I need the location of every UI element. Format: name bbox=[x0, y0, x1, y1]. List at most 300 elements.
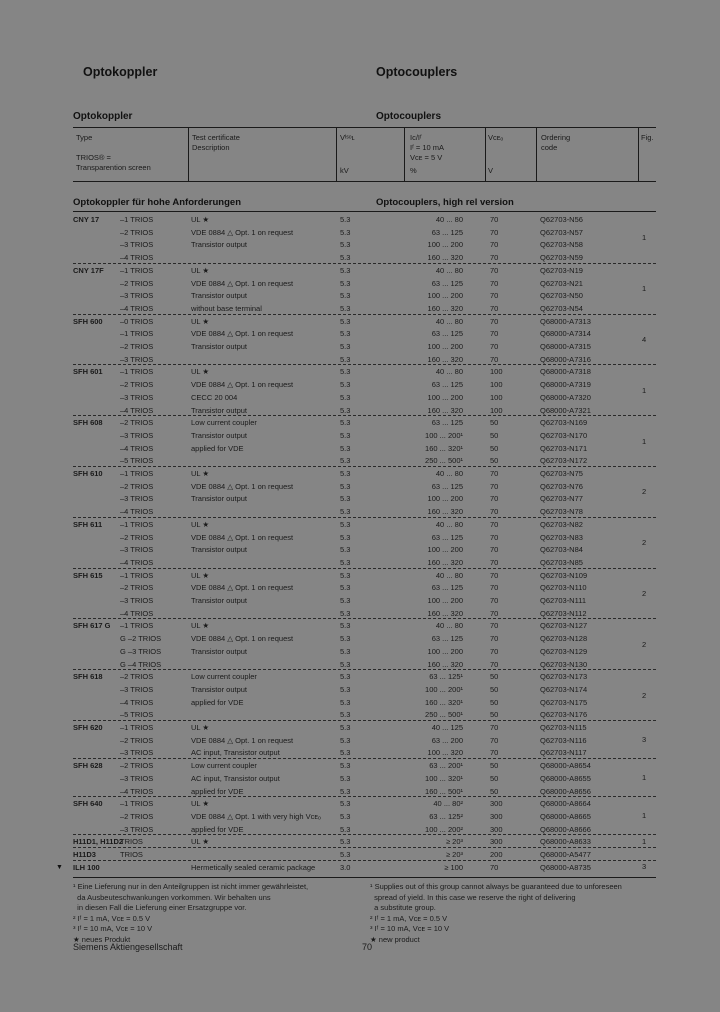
ctr-range: 250 ... 500¹ bbox=[425, 456, 463, 466]
description: UL ★ bbox=[191, 723, 210, 732]
variant: –2 TRIOS bbox=[120, 583, 154, 593]
variant: –0 TRIOS bbox=[120, 316, 154, 326]
ordering-code: Q62703-N172 bbox=[540, 456, 588, 466]
variant: –3 TRIOS bbox=[120, 596, 154, 605]
ordering-code: Q68000-A7314 bbox=[540, 329, 591, 339]
ordering-code: Q62703-N170 bbox=[540, 430, 588, 440]
device-name: H11D1, H11D2 bbox=[73, 837, 124, 847]
isolation-voltage: 5.3 bbox=[340, 583, 351, 593]
figure-reference: 2 bbox=[642, 538, 647, 548]
table-row bbox=[0, 519, 720, 531]
description: VDE 0884 △ Opt. 1 on request bbox=[191, 634, 294, 644]
vceo-value: 70 bbox=[490, 862, 499, 872]
col-vce-unit: V bbox=[488, 166, 494, 175]
description: VDE 0884 △ Opt. 1 on request bbox=[191, 380, 294, 390]
isolation-voltage: 5.3 bbox=[340, 481, 351, 491]
group-separator bbox=[73, 796, 656, 797]
description: applied for VDE bbox=[191, 824, 244, 834]
description: Transistor output bbox=[191, 596, 247, 605]
table-row bbox=[0, 646, 720, 658]
ordering-code: Q68000-A5477 bbox=[540, 850, 591, 859]
vceo-value: 70 bbox=[490, 659, 499, 669]
table-row bbox=[0, 316, 720, 328]
ctr-range: 160 ... 320 bbox=[427, 507, 463, 517]
isolation-voltage: 5.3 bbox=[340, 761, 351, 771]
table-row bbox=[0, 544, 720, 556]
table-row bbox=[0, 760, 720, 772]
isolation-voltage: 5.3 bbox=[340, 278, 351, 288]
device-name: SFH 615 bbox=[73, 570, 103, 580]
vceo-value: 50 bbox=[490, 684, 499, 694]
ordering-code: Q68000-A7313 bbox=[540, 316, 591, 326]
table-row bbox=[0, 620, 720, 632]
variant: TRIOS bbox=[120, 837, 143, 847]
variant: –2 TRIOS bbox=[120, 811, 154, 821]
ordering-code: Q68000-A7321 bbox=[540, 405, 591, 415]
vceo-value: 70 bbox=[490, 215, 499, 224]
description: VDE 0884 △ Opt. 1 on request bbox=[191, 583, 294, 593]
vceo-value: 70 bbox=[490, 608, 499, 618]
ordering-code: Q62703-N174 bbox=[540, 684, 588, 694]
table-row bbox=[0, 773, 720, 785]
group-separator bbox=[73, 314, 656, 315]
footer-company: Siemens Aktiengesellschaft bbox=[73, 942, 183, 952]
ctr-range: 100 ... 200¹ bbox=[425, 430, 463, 440]
variant: –2 TRIOS bbox=[120, 735, 154, 745]
col-ctr-header: Iᴄ/Iᶠ Iᶠ = 10 mA Vᴄᴇ = 5 V bbox=[410, 133, 445, 162]
variant: –3 TRIOS bbox=[120, 773, 154, 783]
ctr-range: 160 ... 320¹ bbox=[425, 697, 463, 707]
isolation-voltage: 5.3 bbox=[340, 215, 351, 224]
group-separator bbox=[73, 669, 656, 670]
vceo-value: 70 bbox=[490, 316, 499, 326]
description: Low current coupler bbox=[191, 672, 257, 682]
description: UL ★ bbox=[191, 367, 210, 377]
device-name: CNY 17 bbox=[73, 215, 100, 224]
ordering-code: Q62703-N77 bbox=[540, 494, 583, 504]
isolation-voltage: 5.3 bbox=[340, 354, 351, 364]
variant: TRIOS bbox=[120, 850, 143, 859]
table-row bbox=[0, 430, 720, 442]
ordering-code: Q62703-N57 bbox=[540, 227, 583, 237]
ordering-code: Q68000-A7316 bbox=[540, 354, 591, 364]
header-bottom-rule bbox=[73, 181, 656, 182]
vceo-value: 70 bbox=[490, 469, 499, 478]
variant: –1 TRIOS bbox=[120, 215, 154, 224]
variant: –1 TRIOS bbox=[120, 621, 154, 631]
ordering-code: Q68000-A7315 bbox=[540, 342, 591, 351]
col-viso-unit: kV bbox=[340, 166, 349, 175]
isolation-voltage: 5.3 bbox=[340, 748, 351, 758]
variant: –1 TRIOS bbox=[120, 367, 154, 377]
ctr-range: 63 ... 200¹ bbox=[429, 761, 463, 771]
isolation-voltage: 5.3 bbox=[340, 545, 351, 555]
description: UL ★ bbox=[191, 469, 210, 478]
col-vce-header: Vᴄᴇₒ bbox=[488, 133, 504, 142]
vceo-value: 70 bbox=[490, 519, 499, 529]
table-bottom-rule bbox=[73, 877, 656, 878]
isolation-voltage: 5.3 bbox=[340, 850, 351, 859]
variant: –2 TRIOS bbox=[120, 418, 154, 428]
ctr-range: 160 ... 320¹ bbox=[425, 443, 463, 453]
group-separator bbox=[73, 466, 656, 467]
ordering-code: Q68000-A8654 bbox=[540, 761, 591, 771]
header-divider bbox=[336, 127, 337, 181]
variant: –2 TRIOS bbox=[120, 761, 154, 771]
figure-reference: 1 bbox=[642, 284, 647, 294]
isolation-voltage: 5.3 bbox=[340, 253, 351, 263]
ordering-code: Q62703-N50 bbox=[540, 291, 583, 301]
table-row bbox=[0, 265, 720, 277]
col-desc-header: Test certificate Description bbox=[192, 133, 240, 152]
header-divider bbox=[188, 127, 189, 181]
description: VDE 0884 △ Opt. 1 on request bbox=[191, 481, 294, 491]
group-separator bbox=[73, 618, 656, 619]
ctr-range: 63 ... 125 bbox=[431, 634, 463, 644]
variant: –3 TRIOS bbox=[120, 240, 154, 250]
isolation-voltage: 5.3 bbox=[340, 608, 351, 618]
ordering-code: Q62703-N111 bbox=[540, 596, 587, 605]
section-title-de: Optokoppler für hohe Anforderungen bbox=[73, 197, 241, 208]
description: CECC 20 004 bbox=[191, 392, 238, 402]
description: Transistor output bbox=[191, 684, 247, 694]
ordering-code: Q62703-N175 bbox=[540, 697, 588, 707]
ordering-code: Q62703-N19 bbox=[540, 265, 583, 275]
ordering-code: Q68000-A8656 bbox=[540, 786, 591, 796]
group-separator bbox=[73, 415, 656, 416]
vceo-value: 300 bbox=[490, 837, 503, 847]
description: Transistor output bbox=[191, 494, 247, 504]
vceo-value: 70 bbox=[490, 748, 499, 758]
ctr-range: 160 ... 320 bbox=[427, 354, 463, 364]
table-row bbox=[0, 366, 720, 378]
vceo-value: 70 bbox=[490, 545, 499, 555]
vceo-value: 70 bbox=[490, 723, 499, 732]
description: Low current coupler bbox=[191, 761, 257, 771]
figure-reference: 2 bbox=[642, 639, 647, 649]
description: Transistor output bbox=[191, 240, 247, 250]
ctr-range: 160 ... 320 bbox=[427, 405, 463, 415]
variant: –3 TRIOS bbox=[120, 354, 154, 364]
ctr-range: 40 ... 80 bbox=[435, 265, 463, 275]
vceo-value: 100 bbox=[490, 405, 503, 415]
ctr-range: 100 ... 320¹ bbox=[425, 773, 463, 783]
ctr-range: 100 ... 200 bbox=[427, 646, 463, 656]
vceo-value: 70 bbox=[490, 265, 499, 275]
isolation-voltage: 5.3 bbox=[340, 723, 351, 732]
group-separator bbox=[73, 568, 656, 569]
device-name: SFH 601 bbox=[73, 367, 103, 377]
device-name: SFH 620 bbox=[73, 723, 103, 732]
table-row bbox=[0, 697, 720, 709]
variant: G –2 TRIOS bbox=[120, 634, 162, 644]
ordering-code: Q62703-N116 bbox=[540, 735, 587, 745]
group-separator bbox=[73, 517, 656, 518]
col-order-header: Ordering code bbox=[541, 133, 571, 152]
header-divider bbox=[536, 127, 537, 181]
description: Hermetically sealed ceramic package bbox=[191, 862, 316, 872]
ctr-range: 100 ... 200 bbox=[427, 545, 463, 555]
table-row bbox=[0, 582, 720, 594]
description: UL ★ bbox=[191, 215, 210, 224]
page-title-de: Optokoppler bbox=[83, 65, 158, 79]
isolation-voltage: 5.3 bbox=[340, 621, 351, 631]
isolation-voltage: 5.3 bbox=[340, 380, 351, 390]
isolation-voltage: 5.3 bbox=[340, 329, 351, 339]
ctr-range: 63 ... 125 bbox=[431, 418, 463, 428]
variant: –1 TRIOS bbox=[120, 469, 154, 478]
vceo-value: 70 bbox=[490, 646, 499, 656]
vceo-value: 70 bbox=[490, 621, 499, 631]
group-separator bbox=[73, 720, 656, 721]
variant: –3 TRIOS bbox=[120, 392, 154, 402]
isolation-voltage: 5.3 bbox=[340, 532, 351, 542]
col-type-header: Type TRIOS® = Transparention screen bbox=[76, 133, 151, 172]
ctr-range: 100 ... 200² bbox=[425, 824, 463, 834]
ordering-code: Q62703-N84 bbox=[540, 545, 583, 555]
vceo-value: 70 bbox=[490, 291, 499, 301]
ctr-range: 63 ... 125 bbox=[431, 380, 463, 390]
description: UL ★ bbox=[191, 316, 210, 326]
table-row bbox=[0, 328, 720, 340]
vceo-value: 70 bbox=[490, 557, 499, 567]
description: AC input, Transistor output bbox=[191, 773, 280, 783]
table-row bbox=[0, 468, 720, 480]
ordering-code: Q62703-N76 bbox=[540, 481, 583, 491]
isolation-voltage: 5.3 bbox=[340, 672, 351, 682]
isolation-voltage: 5.3 bbox=[340, 519, 351, 529]
vceo-value: 50 bbox=[490, 430, 499, 440]
ordering-code: Q62703-N130 bbox=[540, 659, 588, 669]
ctr-range: 40 ... 80² bbox=[433, 799, 463, 809]
isolation-voltage: 5.3 bbox=[340, 392, 351, 402]
ctr-range: 100 ... 320 bbox=[427, 748, 463, 758]
description: VDE 0884 △ Opt. 1 on request bbox=[191, 532, 294, 542]
isolation-voltage: 5.3 bbox=[340, 710, 351, 720]
isolation-voltage: 5.3 bbox=[340, 735, 351, 745]
isolation-voltage: 5.3 bbox=[340, 697, 351, 707]
isolation-voltage: 5.3 bbox=[340, 659, 351, 669]
isolation-voltage: 5.3 bbox=[340, 811, 351, 821]
description: VDE 0884 △ Opt. 1 with very high Vᴄᴇₒ bbox=[191, 811, 321, 821]
device-name: SFH 618 bbox=[73, 672, 103, 682]
description: applied for VDE bbox=[191, 443, 244, 453]
ordering-code: Q62703-N109 bbox=[540, 570, 588, 580]
ordering-code: Q68000-A7320 bbox=[540, 392, 591, 402]
table-row bbox=[0, 278, 720, 290]
device-name: SFH 628 bbox=[73, 761, 103, 771]
ctr-range: 63 ... 125¹ bbox=[429, 672, 463, 682]
ctr-range: 160 ... 320 bbox=[427, 608, 463, 618]
ordering-code: Q62703-N127 bbox=[540, 621, 588, 631]
isolation-voltage: 5.3 bbox=[340, 316, 351, 326]
isolation-voltage: 5.3 bbox=[340, 456, 351, 466]
table-row bbox=[0, 633, 720, 645]
ctr-range: 100 ... 200¹ bbox=[425, 684, 463, 694]
description: VDE 0884 △ Opt. 1 on request bbox=[191, 278, 294, 288]
isolation-voltage: 5.3 bbox=[340, 799, 351, 809]
table-row bbox=[0, 798, 720, 810]
ctr-range: 63 ... 125 bbox=[431, 278, 463, 288]
ordering-code: Q62703-N78 bbox=[540, 507, 583, 517]
isolation-voltage: 5.3 bbox=[340, 837, 351, 847]
table-row bbox=[0, 862, 720, 874]
vceo-value: 50 bbox=[490, 710, 499, 720]
isolation-voltage: 3.0 bbox=[340, 862, 351, 872]
col-viso-header: Vᴵˢᵒʟ bbox=[340, 133, 355, 142]
variant: G –4 TRIOS bbox=[120, 659, 162, 669]
isolation-voltage: 5.3 bbox=[340, 507, 351, 517]
description: without base terminal bbox=[191, 303, 262, 313]
figure-reference: 1 bbox=[642, 436, 647, 446]
group-separator bbox=[73, 847, 656, 848]
table-row bbox=[0, 532, 720, 544]
device-name: ILH 100 bbox=[73, 862, 100, 872]
page-title-en: Optocouplers bbox=[376, 65, 458, 79]
vceo-value: 70 bbox=[490, 253, 499, 263]
figure-reference: 3 bbox=[642, 735, 647, 745]
variant: –3 TRIOS bbox=[120, 291, 154, 301]
ordering-code: Q62703-N21 bbox=[540, 278, 583, 288]
col-ctr-unit: % bbox=[410, 166, 417, 175]
vceo-value: 70 bbox=[490, 227, 499, 237]
vceo-value: 50 bbox=[490, 418, 499, 428]
variant: –2 TRIOS bbox=[120, 380, 154, 390]
variant: –4 TRIOS bbox=[120, 608, 154, 618]
device-name: SFH 611 bbox=[73, 519, 103, 529]
ordering-code: Q68000-A8665 bbox=[540, 811, 591, 821]
ordering-code: Q62703-N75 bbox=[540, 469, 583, 478]
ctr-range: 160 ... 320 bbox=[427, 659, 463, 669]
ctr-range: 40 ... 80 bbox=[435, 316, 463, 326]
header-divider bbox=[485, 127, 486, 181]
table-row bbox=[0, 239, 720, 251]
vceo-value: 100 bbox=[490, 367, 503, 377]
figure-reference: 1 bbox=[642, 385, 647, 395]
ordering-code: Q62703-N85 bbox=[540, 557, 583, 567]
ctr-range: 63 ... 200 bbox=[431, 735, 463, 745]
description: UL ★ bbox=[191, 799, 210, 809]
variant: –3 TRIOS bbox=[120, 545, 154, 555]
figure-reference: 1 bbox=[642, 836, 647, 846]
isolation-voltage: 5.3 bbox=[340, 786, 351, 796]
description: UL ★ bbox=[191, 837, 210, 847]
description: VDE 0884 △ Opt. 1 on request bbox=[191, 329, 294, 339]
ordering-code: Q62703-N83 bbox=[540, 532, 583, 542]
vceo-value: 70 bbox=[490, 583, 499, 593]
variant: –1 TRIOS bbox=[120, 519, 154, 529]
vceo-value: 70 bbox=[490, 735, 499, 745]
ordering-code: Q68000-A7319 bbox=[540, 380, 591, 390]
ctr-range: 100 ... 200 bbox=[427, 240, 463, 250]
group-separator bbox=[73, 263, 656, 264]
description: UL ★ bbox=[191, 519, 210, 529]
ordering-code: Q68000-A8735 bbox=[540, 862, 591, 872]
figure-reference: 1 bbox=[642, 233, 647, 243]
vceo-value: 50 bbox=[490, 786, 499, 796]
figure-reference: 2 bbox=[642, 487, 647, 497]
ordering-code: Q62703-N58 bbox=[540, 240, 583, 250]
variant: –1 TRIOS bbox=[120, 570, 154, 580]
vceo-value: 70 bbox=[490, 596, 499, 605]
isolation-voltage: 5.3 bbox=[340, 367, 351, 377]
isolation-voltage: 5.3 bbox=[340, 405, 351, 415]
isolation-voltage: 5.3 bbox=[340, 303, 351, 313]
description: Transistor output bbox=[191, 291, 247, 301]
ctr-range: 63 ... 125 bbox=[431, 227, 463, 237]
ctr-range: 40 ... 80 bbox=[435, 367, 463, 377]
ctr-range: 63 ... 125 bbox=[431, 329, 463, 339]
ordering-code: Q62703-N54 bbox=[540, 303, 583, 313]
ctr-range: 40 ... 80 bbox=[435, 215, 463, 224]
ctr-range: 100 ... 200 bbox=[427, 494, 463, 504]
variant: –2 TRIOS bbox=[120, 672, 154, 682]
figure-reference: 4 bbox=[642, 335, 647, 344]
section-rule bbox=[73, 211, 656, 212]
description: Transistor output bbox=[191, 430, 247, 440]
vceo-value: 300 bbox=[490, 799, 503, 809]
isolation-voltage: 5.3 bbox=[340, 443, 351, 453]
description: VDE 0884 △ Opt. 1 on request bbox=[191, 735, 294, 745]
table-row bbox=[0, 290, 720, 302]
ctr-range: 100 ... 200 bbox=[427, 342, 463, 351]
subtitle-de: Optokoppler bbox=[73, 111, 133, 122]
isolation-voltage: 5.3 bbox=[340, 684, 351, 694]
table-row bbox=[0, 392, 720, 404]
ordering-code: Q62703-N115 bbox=[540, 723, 587, 732]
device-name: SFH 600 bbox=[73, 316, 103, 326]
table-row bbox=[0, 227, 720, 239]
isolation-voltage: 5.3 bbox=[340, 634, 351, 644]
table-row bbox=[0, 595, 720, 607]
ctr-range: 63 ... 125² bbox=[429, 811, 463, 821]
figure-reference: 2 bbox=[642, 589, 647, 598]
variant: –4 TRIOS bbox=[120, 557, 154, 567]
ordering-code: Q68000-A7318 bbox=[540, 367, 591, 377]
group-separator bbox=[73, 364, 656, 365]
isolation-voltage: 5.3 bbox=[340, 430, 351, 440]
variant: –5 TRIOS bbox=[120, 456, 154, 466]
isolation-voltage: 5.3 bbox=[340, 824, 351, 834]
ctr-range: ≥ 20³ bbox=[445, 837, 463, 847]
isolation-voltage: 5.3 bbox=[340, 291, 351, 301]
vceo-value: 50 bbox=[490, 443, 499, 453]
ordering-code: Q62703-N173 bbox=[540, 672, 588, 682]
variant: –1 TRIOS bbox=[120, 799, 154, 809]
device-name: SFH 640 bbox=[73, 799, 103, 809]
header-divider bbox=[404, 127, 405, 181]
vceo-value: 50 bbox=[490, 761, 499, 771]
device-name: SFH 608 bbox=[73, 418, 103, 428]
ordering-code: Q62703-N59 bbox=[540, 253, 583, 263]
ctr-range: 100 ... 200 bbox=[427, 596, 463, 605]
description: Transistor output bbox=[191, 342, 247, 351]
ordering-code: Q62703-N171 bbox=[540, 443, 588, 453]
ordering-code: Q62703-N129 bbox=[540, 646, 588, 656]
description: Transistor output bbox=[191, 646, 247, 656]
variant: –2 TRIOS bbox=[120, 227, 154, 237]
ctr-range: 250 ... 500¹ bbox=[425, 710, 463, 720]
group-separator bbox=[73, 758, 656, 759]
description: applied for VDE bbox=[191, 697, 244, 707]
vceo-value: 70 bbox=[490, 507, 499, 517]
device-name: SFH 617 G bbox=[73, 621, 111, 631]
variant: –1 TRIOS bbox=[120, 265, 154, 275]
group-separator bbox=[73, 834, 656, 835]
device-name: CNY 17F bbox=[73, 265, 104, 275]
figure-reference: 1 bbox=[642, 811, 647, 821]
table-row bbox=[0, 811, 720, 823]
